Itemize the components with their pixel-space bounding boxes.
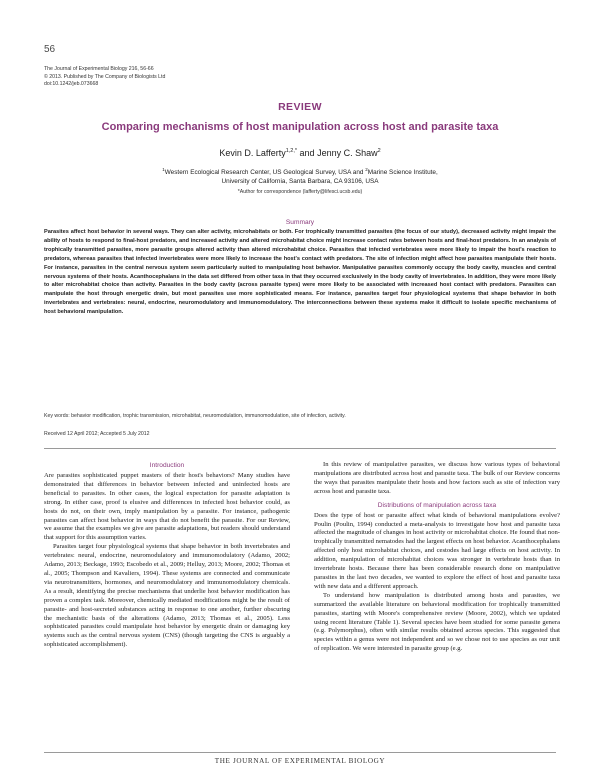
distributions-heading: Distributions of manipulation across taxa bbox=[377, 501, 497, 509]
article-title: Comparing mechanisms of host manipulation across host and parasite taxa bbox=[101, 121, 499, 133]
journal-citation: The Journal of Experimental Biology 216, 56-66 bbox=[44, 66, 154, 72]
journal-footer: THE JOURNAL OF EXPERIMENTAL BIOLOGY bbox=[214, 757, 386, 765]
affiliations bbox=[0, 165, 600, 186]
summary-text: Parasites affect host behavior in several ways. They can alter activity, microhabitats or both. For trophically transmitted parasites (the focus of our study), decreased activity might impair the ability of hosts to respond to final-host predators, and increased activity and altered microhabitat choice might increase contact rates between hosts and final-host predators. In an analysis of trophically transmitted parasites, more parasite groups altered activity than altered microhabitat choice. Parasites that infected vertebrates were more likely to impair the host's reaction to predators, whereas parasites that infected invertebrates were more likely to increase the host's contact with predators. The site of infection might affect how parasites manipulate their hosts. For instance, parasites in the central nervous system seem particularly suited to manipulating host behavior. Manipulative parasites commonly occupy the body cavity, muscles and central nervous systems of their hosts. Acanthocephalans in the data set differed from other taxa in that they occurred exclusively in the body cavity of invertebrates. In addition, they were more likely to alter microhabitat choice than activity. Parasites in the body cavity (across parasite types) were more likely to be associated with increased host contact with predators. Parasites can manipulate the host through energetic drain, but most parasites use more sophisticated means. For instance, parasites target four physiological systems that shape behavior in both invertebrates and vertebrates: neural, endocrine, neuromodulatory and immunomodulatory. The interconnections between these systems make it difficult to isolate specific mechanisms of host behavioral manipulation. bbox=[44, 229, 556, 316]
author-shaw: Jenny C. Shaw bbox=[317, 148, 378, 158]
received-dates: Received 12 April 2012; Accepted 5 July 2012 bbox=[44, 431, 150, 437]
author2-affil-sup: 2 bbox=[377, 148, 381, 154]
article-type: REVIEW bbox=[278, 101, 322, 113]
citation-block bbox=[44, 66, 165, 89]
affil-sup-1: 1 bbox=[162, 167, 165, 172]
author-affil-sup: 1,2, bbox=[285, 148, 295, 154]
distributions-paragraph-2: To understand how manipulation is distributed among hosts and parasites, we summarized the available literature on behavioral modification for trophically transmitted parasites, starting with Moore's comprehensive review (Moore, 2002), which we updated using recent literature (Table 1). Several species have been studied for some parasite genera (e.g. Polymorphus), often with similar results obtained across species. This suggested that species within a genus were not independent and so we chose not to use species as our unit of replication. We were interested in parasite group (e.g. bbox=[314, 591, 560, 653]
keywords: Key words: behavior modification, trophic transmission, microhabitat, neuromodulation, immunomodulation, site of infection, activity. bbox=[44, 413, 346, 419]
corresponding-star: * bbox=[294, 148, 298, 154]
intro-paragraph-2: Parasites target four physiological systems that shape behavior in both invertebrates and vertebrates: neural, endocrine, neuromodulatory and immunomodulatory (Adamo, 2002; Adamo, 2013; Beckage, 1993; Escobedo et al., 2009; Helluy, 2013; Moore, 2002; Thomas et al., 2005; Thompson and Kavaliers, 1994). These systems are connected and communicate via neurotransmitters, hormones, and neuromodulatory and immunomodulatory chemicals. As a result, identifying the precise mechanisms that underlie host behavior modification has proven a complex task. Moreover, chemically mediated modifications might be the result of parasite- and host-secreted substances acting in response to one another, further obscuring the mechanistic basis of the alterations (Adamo, 2013; Thomas et al., 2005). Less sophisticated parasites could manipulate host behavior by energetic drain or damaging key systems such as the central nervous system (CNS) (though targeting the CNS is arguably a sophisticated accomplishment). bbox=[44, 543, 290, 649]
right-paragraph-1: In this review of manipulative parasites, we discuss how various types of behavioral manipulations are distributed across host and parasite taxa. The bulk of our Review concerns the ways that parasites manipulate their hosts and how factors such as site of infection vary across host and parasite taxa. bbox=[314, 461, 560, 495]
doi-link[interactable]: doi:10.1242/jeb.073668 bbox=[44, 81, 99, 88]
affil-sup-2: 2 bbox=[365, 167, 368, 172]
page-number: 56 bbox=[44, 44, 56, 55]
author-conjunction: and bbox=[297, 148, 318, 158]
intro-paragraph-1: Are parasites sophisticated puppet masters of their host's behaviors? Many studies have demonstrated that differences in behavior between infected and uninfected hosts are beneficial to parasites. In other cases, the logical expectation for parasite adaptation is strong. In either case, proof is elusive and differences in infected host behavior could, as hosts do not, on their own, imply manipulation by a parasite. For instance, pathogenic parasites can affect host behavior in ways that do not benefit the parasite. For our Review, we assume that the examples we give are parasite adaptations, but readers should understand that support for this assumption varies. bbox=[44, 472, 290, 542]
introduction-heading: Introduction bbox=[149, 462, 185, 469]
right-column bbox=[314, 461, 560, 654]
author-lafferty: Kevin D. Lafferty bbox=[219, 148, 286, 158]
divider-top bbox=[44, 448, 556, 449]
divider-bottom bbox=[44, 752, 556, 753]
left-column bbox=[44, 461, 290, 650]
summary-heading: Summary bbox=[285, 219, 315, 226]
copyright-notice: © 2013. Published by The Company of Biologists Ltd bbox=[44, 73, 166, 80]
distributions-paragraph-1: Does the type of host or parasite affect what kinds of behavioral manipulations evolve? Poulin (Poulin, 1994) conducted a meta-analysis to investigate how host and parasite taxa affected the magnitude of changes in host activity or microhabitat choice. He found that non-trophically transmitted nematodes had the largest effects on host behavior. Acanthocephalans affected only host microhabitat choices, and cestodes had large effects on host activity. In addition, manipulation of microhabitat choices was stronger in vertebrate hosts than in invertebrate hosts. Because there has been considerable research done on manipulative parasites in the last two decades, we wanted to explore the effect of host and parasite taxa with new data and a different approach. bbox=[314, 511, 560, 590]
author-line bbox=[0, 148, 600, 158]
affil-line-1a: Western Ecological Research Center, US Geological Survey, USA and bbox=[164, 169, 366, 177]
affil-line-1b: Marine Science Institute, bbox=[367, 169, 438, 177]
affil-line-2: University of California, Santa Barbara, CA 93106, USA bbox=[221, 178, 379, 186]
correspondence-email[interactable]: *Author for correspondence (lafferty@lifesci.ucsb.edu) bbox=[237, 189, 363, 195]
